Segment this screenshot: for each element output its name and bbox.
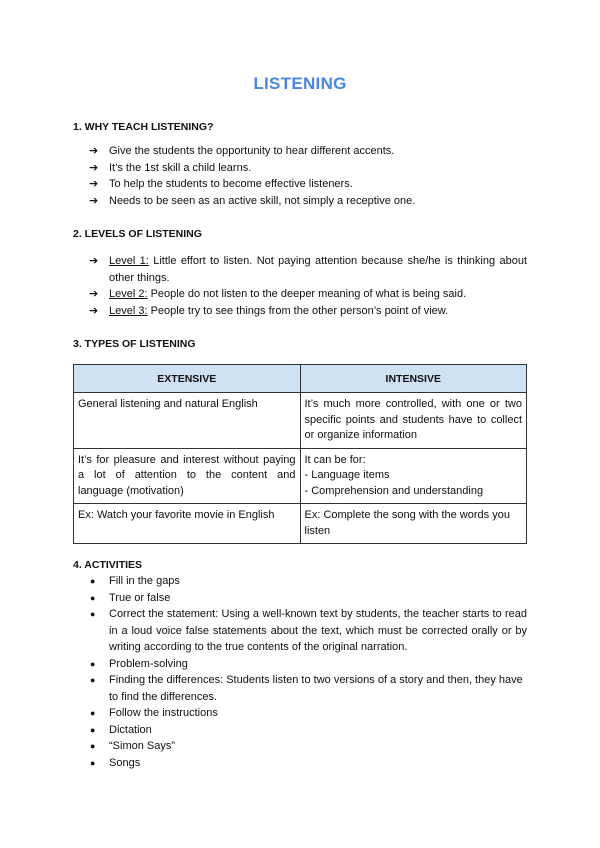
bullet-icon: ● — [90, 675, 96, 685]
list-item: ➔ To help the students to become effective listeners. — [73, 176, 527, 193]
section-heading-activities: 4. ACTIVITIES — [73, 559, 143, 571]
table-cell: It can be for: - Language items - Comprehension and understanding — [300, 448, 527, 504]
levels-list — [73, 253, 527, 319]
column-header-intensive: INTENSIVE — [300, 365, 527, 393]
list-item: ➔ Needs to be seen as an active skill, not simply a receptive one. — [73, 193, 527, 210]
table-cell: It’s much more controlled, with one or two specific points and students have to collect or organize information — [300, 393, 527, 449]
table-cell: Ex: Complete the song with the words you listen — [300, 504, 527, 544]
page-title: LISTENING — [253, 74, 347, 93]
table-row — [74, 393, 527, 449]
section-heading-types: 3. TYPES OF LISTENING — [73, 338, 196, 350]
bullet-icon: ● — [90, 741, 96, 751]
arrow-icon: ➔ — [89, 255, 99, 267]
list-item: ● Finding the differences: Students listen to two versions of a story and then, they have to find the differences. — [90, 674, 523, 703]
column-header-extensive: EXTENSIVE — [74, 365, 301, 393]
table-cell: Ex: Watch your favorite movie in English — [74, 504, 301, 544]
arrow-icon: ➔ — [89, 178, 99, 190]
list-item: ➔ It’s the 1st skill a child learns. — [73, 160, 527, 177]
table-cell: It’s for pleasure and interest without paying a lot of attention to the content and language (motivation) — [74, 448, 301, 504]
list-item: ➔ Level 2: People do not listen to the deeper meaning of what is being said. — [73, 286, 527, 303]
arrow-icon: ➔ — [89, 304, 99, 317]
section-heading-why: 1. WHY TEACH LISTENING? — [73, 121, 214, 133]
list-item: ● Fill in the gaps — [73, 573, 527, 590]
list-item: ➔ Give the students the opportunity to hear different accents. — [73, 143, 527, 160]
bullet-icon: ● — [90, 609, 96, 619]
bullet-icon: ● — [90, 576, 96, 586]
list-item: ● Correct the statement: Using a well-known text by students, the teacher starts to read in a loud voice false statements about the text, which must be corrected orally or by writing according to the true contents of the original narration. — [90, 608, 527, 653]
table-row — [74, 504, 527, 544]
arrow-icon: ➔ — [89, 194, 99, 207]
list-item: ● Follow the instructions — [73, 705, 527, 722]
arrow-icon: ➔ — [89, 288, 99, 300]
table-row — [74, 448, 527, 504]
list-item: ● Problem-solving — [73, 656, 527, 673]
bullet-icon: ● — [90, 658, 96, 669]
arrow-icon: ➔ — [89, 161, 99, 174]
bullet-icon: ● — [90, 757, 96, 768]
section-heading-levels: 2. LEVELS OF LISTENING — [73, 228, 202, 240]
table-cell: General listening and natural English — [74, 393, 301, 449]
list-item: ➔ Level 3: People try to see things from the other person’s point of view. — [73, 303, 527, 320]
list-item: ● Songs — [73, 755, 527, 772]
bullet-icon: ● — [90, 724, 96, 735]
list-item: ● Dictation — [73, 722, 527, 739]
activities-list — [73, 573, 527, 771]
list-item: ● “Simon Says” — [73, 738, 527, 755]
why-list — [73, 143, 527, 209]
list-item: ● True or false — [73, 590, 527, 607]
bullet-icon: ● — [90, 592, 96, 603]
types-table — [73, 364, 527, 544]
list-item: ➔ Level 1: Little effort to listen. Not paying attention because she/he is thinking about other things. — [89, 255, 527, 284]
arrow-icon: ➔ — [89, 145, 99, 157]
bullet-icon: ● — [90, 708, 96, 718]
